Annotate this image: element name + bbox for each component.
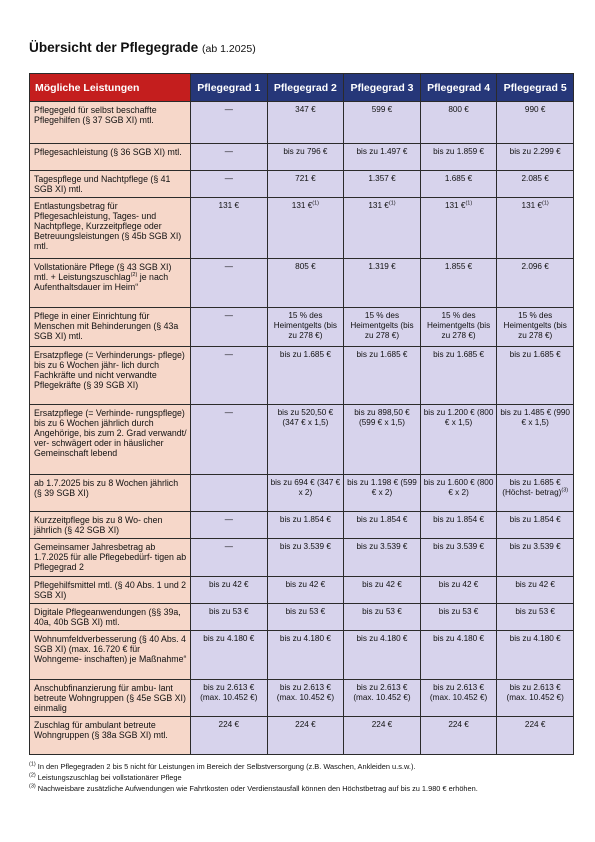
row-label-cell xyxy=(30,512,191,539)
value-cell-pflegegrad-5 xyxy=(497,198,574,259)
row-label-cell xyxy=(30,604,191,631)
value-cell-pflegegrad-3 xyxy=(344,144,421,171)
table-row xyxy=(30,577,574,604)
cell-value: 15 % des Heimentgelts (bis zu 278 €) xyxy=(426,311,491,341)
value-cell-pflegegrad-4 xyxy=(420,405,497,475)
table-row xyxy=(30,102,574,144)
cell-value: bis zu 42 € xyxy=(438,580,479,589)
cell-value: 224 € xyxy=(295,720,316,729)
value-cell-pflegegrad-1 xyxy=(191,102,268,144)
value-cell-pflegegrad-1 xyxy=(191,347,268,405)
value-cell-pflegegrad-3 xyxy=(344,198,421,259)
cell-value: 224 € xyxy=(371,720,393,729)
value-cell-pflegegrad-4 xyxy=(420,577,497,604)
table-row xyxy=(30,405,574,475)
value-cell-pflegegrad-5 xyxy=(497,144,574,171)
value-cell-pflegegrad-1 xyxy=(191,512,268,539)
cell-value: — xyxy=(224,408,233,417)
value-cell-pflegegrad-2 xyxy=(267,604,344,631)
row-label: Wohnumfeldverbesserung (§ 40 Abs. 4 SGB XI) (max. 16.720 € für Wohngeme- inschaften) je Maßnahme“ xyxy=(34,634,187,665)
row-label: ab 1.7.2025 bis zu 8 Wochen jährlich (§ 39 SGB XI) xyxy=(34,478,179,499)
row-label-cell xyxy=(30,680,191,717)
row-label-cell xyxy=(30,102,191,144)
cell-value: bis zu 42 € xyxy=(362,580,402,589)
value-cell-pflegegrad-1 xyxy=(191,405,268,475)
value-cell-pflegegrad-1 xyxy=(191,144,268,171)
table-body xyxy=(30,102,574,755)
value-cell-pflegegrad-3 xyxy=(344,604,421,631)
table-row xyxy=(30,512,574,539)
row-label-cell xyxy=(30,539,191,577)
row-label-cell xyxy=(30,171,191,198)
title-subtitle: (ab 1.2025) xyxy=(202,43,256,55)
value-cell-pflegegrad-1 xyxy=(191,631,268,680)
cell-value: 131 € xyxy=(444,201,466,210)
value-cell-pflegegrad-4 xyxy=(420,604,497,631)
value-cell-pflegegrad-1 xyxy=(191,577,268,604)
table-row xyxy=(30,347,574,405)
cell-value: bis zu 4.180 € xyxy=(509,634,561,643)
row-label: Pflegehilfsmittel mtl. (§ 40 Abs. 1 und 2 SGB XI) xyxy=(34,580,187,601)
cell-value: 224 € xyxy=(218,720,240,729)
row-label: Zuschlag für ambulant betreute Wohngruppen (§ 38a SGB XI) mtl. xyxy=(34,720,168,741)
cell-value: — xyxy=(224,174,233,183)
cell-value: bis zu 694 € (347 € x 2) xyxy=(270,478,341,498)
value-cell-pflegegrad-1 xyxy=(191,198,268,259)
cell-value: 15 % des Heimentgelts (bis zu 278 €) xyxy=(273,311,338,341)
cell-value: bis zu 796 € xyxy=(283,147,328,156)
table-row xyxy=(30,198,574,259)
row-label-cell xyxy=(30,347,191,405)
cell-value: bis zu 2.613 € (max. 10.452 €) xyxy=(353,683,411,703)
cell-value: bis zu 4.180 € xyxy=(279,634,331,643)
header-cell-pflegegrad-5: Pflegegrad 5 xyxy=(497,74,574,102)
table-header-row xyxy=(30,74,574,102)
row-label: Anschubfinanzierung für ambu- lant betreute Wohngruppen (§ 45e SGB XI) einmalig xyxy=(34,683,186,714)
cell-value: bis zu 53 € xyxy=(208,607,249,616)
table-row xyxy=(30,475,574,512)
value-cell-pflegegrad-1 xyxy=(191,259,268,308)
row-label-cell xyxy=(30,577,191,604)
header-cell-pflegegrad-3: Pflegegrad 3 xyxy=(344,74,421,102)
row-label: Pflegegeld für selbst beschaffte Pflegehilfen (§ 37 SGB XI) mtl. xyxy=(34,105,157,126)
table-row xyxy=(30,539,574,577)
table-row xyxy=(30,308,574,347)
page-title xyxy=(29,40,256,55)
footnote-marker: (3) xyxy=(29,783,36,790)
row-label: Vollstationäre Pflege (§ 43 SGB XI) mtl. + Leistungszuschlag xyxy=(34,262,172,283)
value-cell-pflegegrad-3 xyxy=(344,259,421,308)
footnote-marker: (1) xyxy=(542,200,549,207)
cell-value: — xyxy=(224,515,233,524)
row-label: Pflegesachleistung (§ 36 SGB XI) mtl. xyxy=(34,147,182,157)
cell-value: — xyxy=(224,262,233,271)
value-cell-pflegegrad-5 xyxy=(497,171,574,198)
cell-value: bis zu 520,50 € (347 € x 1,5) xyxy=(277,408,334,428)
cell-value: 2.085 € xyxy=(521,174,549,183)
cell-value: 131 € xyxy=(368,201,389,210)
footnote-marker: (1) xyxy=(29,761,36,768)
cell-value: bis zu 3.539 € xyxy=(279,542,331,551)
value-cell-pflegegrad-3 xyxy=(344,475,421,512)
cell-value: bis zu 1.685 € xyxy=(509,350,561,359)
value-cell-pflegegrad-4 xyxy=(420,259,497,308)
value-cell-pflegegrad-5 xyxy=(497,631,574,680)
row-label: Ersatzpflege (= Verhinderungs- pflege) bis zu 6 Wochen jähr- lich durch Fachkräfte und nicht verwandte Pflegekräfte (§ 39 SGB XI) xyxy=(34,350,185,391)
value-cell-pflegegrad-4 xyxy=(420,144,497,171)
value-cell-pflegegrad-4 xyxy=(420,198,497,259)
value-cell-pflegegrad-2 xyxy=(267,144,344,171)
cell-value: 1.357 € xyxy=(368,174,396,183)
cell-value: bis zu 3.539 € xyxy=(509,542,561,551)
row-label-cell xyxy=(30,631,191,680)
value-cell-pflegegrad-2 xyxy=(267,512,344,539)
value-cell-pflegegrad-4 xyxy=(420,347,497,405)
value-cell-pflegegrad-5 xyxy=(497,102,574,144)
value-cell-pflegegrad-3 xyxy=(344,512,421,539)
row-label-tail: je nach Aufenthaltsdauer im Heim“ xyxy=(34,272,169,293)
header-cell-pflegegrad-4: Pflegegrad 4 xyxy=(420,74,497,102)
cell-value: 1.685 € xyxy=(444,174,473,183)
value-cell-pflegegrad-2 xyxy=(267,347,344,405)
cell-value: bis zu 1.685 € xyxy=(356,350,408,359)
value-cell-pflegegrad-3 xyxy=(344,171,421,198)
table-row xyxy=(30,144,574,171)
cell-value: bis zu 1.854 € xyxy=(356,515,408,524)
footnotes xyxy=(29,762,574,794)
cell-value: bis zu 1.485 € (990 € x 1,5) xyxy=(500,408,570,428)
row-label: Entlastungsbetrag für Pflegesachleistung, Tages- und Nachtpflege, Kurzzeitpflege oder Betreuungsleistungen (§ 45b SGB XI) mtl. xyxy=(34,201,182,252)
value-cell-pflegegrad-4 xyxy=(420,631,497,680)
value-cell-pflegegrad-5 xyxy=(497,680,574,717)
value-cell-pflegegrad-4 xyxy=(420,171,497,198)
cell-value: 224 € xyxy=(448,720,469,729)
cell-value: — xyxy=(224,542,233,551)
header-cell-pflegegrad-2: Pflegegrad 2 xyxy=(267,74,344,102)
cell-value: bis zu 4.180 € xyxy=(203,634,255,643)
cell-value: — xyxy=(224,311,233,320)
cell-value: bis zu 2.613 € (max. 10.452 €) xyxy=(200,683,258,703)
cell-value: bis zu 1.685 € xyxy=(279,350,331,359)
cell-value: bis zu 3.539 € xyxy=(433,542,485,551)
row-label-cell xyxy=(30,198,191,259)
row-label: Kurzzeitpflege bis zu 8 Wo- chen jährlich (§ 42 SGB XI) xyxy=(34,515,163,536)
row-label-cell xyxy=(30,405,191,475)
row-label: Tagespflege und Nachtpflege (§ 41 SGB XI) mtl. xyxy=(34,174,171,195)
value-cell-pflegegrad-2 xyxy=(267,171,344,198)
cell-value: 224 € xyxy=(524,720,546,729)
value-cell-pflegegrad-1 xyxy=(191,308,268,347)
value-cell-pflegegrad-1 xyxy=(191,171,268,198)
cell-value: bis zu 1.685 € (Höchst- betrag) xyxy=(502,478,562,498)
value-cell-pflegegrad-2 xyxy=(267,259,344,308)
value-cell-pflegegrad-5 xyxy=(497,405,574,475)
cell-value: bis zu 898,50 € (599 € x 1,5) xyxy=(354,408,410,428)
value-cell-pflegegrad-2 xyxy=(267,405,344,475)
value-cell-pflegegrad-3 xyxy=(344,347,421,405)
cell-value: bis zu 1.859 € xyxy=(433,147,485,156)
cell-value: 800 € xyxy=(448,105,469,114)
value-cell-pflegegrad-2 xyxy=(267,577,344,604)
cell-value: bis zu 4.180 € xyxy=(433,634,485,643)
row-label-cell xyxy=(30,717,191,755)
value-cell-pflegegrad-2 xyxy=(267,680,344,717)
table-row xyxy=(30,680,574,717)
footnote-marker: (1) xyxy=(388,200,396,207)
cell-value: 2.096 € xyxy=(521,262,549,271)
table-row xyxy=(30,604,574,631)
footnote-text: Nachweisbare zusätzliche Aufwendungen wie Fahrtkosten oder Verdienstausfall können den Höchstbetrag auf bis zu 1.980 € erhöhen. xyxy=(35,783,478,793)
value-cell-pflegegrad-1 xyxy=(191,604,268,631)
value-cell-pflegegrad-5 xyxy=(497,539,574,577)
cell-value: — xyxy=(224,147,233,156)
cell-value: bis zu 1.497 € xyxy=(356,147,408,156)
table-row xyxy=(30,259,574,308)
cell-value: 131 € xyxy=(218,201,240,210)
header-cell-leistungen: Mögliche Leistungen xyxy=(30,74,191,102)
cell-value: bis zu 42 € xyxy=(515,580,555,589)
table-row xyxy=(30,717,574,755)
value-cell-pflegegrad-4 xyxy=(420,512,497,539)
cell-value: 805 € xyxy=(295,262,316,271)
cell-value: bis zu 53 € xyxy=(515,607,555,616)
value-cell-pflegegrad-3 xyxy=(344,717,421,755)
cell-value: bis zu 1.198 € (599 € x 2) xyxy=(347,478,417,498)
row-label-cell xyxy=(30,259,191,308)
value-cell-pflegegrad-5 xyxy=(497,717,574,755)
cell-value: 599 € xyxy=(371,105,393,114)
cell-value: bis zu 1.685 € xyxy=(433,350,485,359)
cell-value: bis zu 2.613 € (max. 10.452 €) xyxy=(506,683,564,703)
cell-value: bis zu 1.854 € xyxy=(509,515,561,524)
footnote-marker: (1) xyxy=(312,200,319,207)
row-label-cell xyxy=(30,475,191,512)
value-cell-pflegegrad-5 xyxy=(497,259,574,308)
cell-value: 15 % des Heimentgelts (bis zu 278 €) xyxy=(350,311,414,341)
value-cell-pflegegrad-1 xyxy=(191,539,268,577)
value-cell-pflegegrad-1 xyxy=(191,717,268,755)
footnote-line xyxy=(29,762,574,773)
cell-value: bis zu 3.539 € xyxy=(356,542,408,551)
cell-value: 1.855 € xyxy=(444,262,473,271)
value-cell-pflegegrad-3 xyxy=(344,102,421,144)
value-cell-pflegegrad-2 xyxy=(267,308,344,347)
footnote-text: In den Pflegegraden 2 bis 5 nicht für Leistungen im Bereich der Selbstversorgung (z.B. Waschen, Ankleiden u.s.w.). xyxy=(35,762,416,771)
benefits-table xyxy=(29,73,574,755)
value-cell-pflegegrad-5 xyxy=(497,308,574,347)
value-cell-pflegegrad-4 xyxy=(420,680,497,717)
value-cell-pflegegrad-3 xyxy=(344,539,421,577)
cell-value: bis zu 53 € xyxy=(285,607,326,616)
value-cell-pflegegrad-3 xyxy=(344,405,421,475)
footnote-text: Leistungszuschlag bei vollstationärer Pflege xyxy=(35,772,182,782)
cell-value: 131 € xyxy=(291,201,313,210)
cell-value: bis zu 2.613 € (max. 10.452 €) xyxy=(429,683,488,703)
value-cell-pflegegrad-3 xyxy=(344,631,421,680)
value-cell-pflegegrad-2 xyxy=(267,102,344,144)
header-cell-pflegegrad-1: Pflegegrad 1 xyxy=(191,74,268,102)
cell-value: bis zu 42 € xyxy=(208,580,249,589)
value-cell-pflegegrad-4 xyxy=(420,539,497,577)
cell-value: 15 % des Heimentgelts (bis zu 278 €) xyxy=(503,311,567,341)
cell-value: bis zu 2.299 € xyxy=(509,147,561,156)
row-label: Digitale Pflegeanwendungen (§§ 39a, 40a, 40b SGB XI) mtl. xyxy=(34,607,181,628)
cell-value: 347 € xyxy=(295,105,316,114)
value-cell-pflegegrad-2 xyxy=(267,717,344,755)
value-cell-pflegegrad-4 xyxy=(420,102,497,144)
cell-value: bis zu 42 € xyxy=(285,580,326,589)
cell-value: bis zu 4.180 € xyxy=(356,634,408,643)
value-cell-pflegegrad-3 xyxy=(344,577,421,604)
cell-value: bis zu 2.613 € (max. 10.452 €) xyxy=(276,683,335,703)
value-cell-pflegegrad-2 xyxy=(267,631,344,680)
value-cell-pflegegrad-2 xyxy=(267,475,344,512)
footnote-line xyxy=(29,773,574,784)
value-cell-pflegegrad-1 xyxy=(191,475,268,512)
cell-value: bis zu 53 € xyxy=(438,607,479,616)
row-label: Ersatzpflege (= Verhinde- rungspflege) bis zu 6 Wochen jährlich durch Angehörige, bis zum 2. Grad verwandt/ ver- schwägert oder in häuslicher Gemeinschaft lebend xyxy=(34,408,187,459)
value-cell-pflegegrad-2 xyxy=(267,198,344,259)
cell-value: 721 € xyxy=(295,174,316,183)
value-cell-pflegegrad-5 xyxy=(497,512,574,539)
footnote-marker: (1) xyxy=(465,200,473,207)
value-cell-pflegegrad-5 xyxy=(497,577,574,604)
cell-value: bis zu 1.854 € xyxy=(433,515,485,524)
footnote-marker: (2) xyxy=(130,272,138,279)
value-cell-pflegegrad-2 xyxy=(267,539,344,577)
value-cell-pflegegrad-5 xyxy=(497,347,574,405)
value-cell-pflegegrad-3 xyxy=(344,680,421,717)
cell-value: 1.319 € xyxy=(368,262,396,271)
cell-value: — xyxy=(224,105,233,114)
cell-value: bis zu 1.854 € xyxy=(279,515,331,524)
cell-value: 131 € xyxy=(521,201,543,210)
cell-value: bis zu 53 € xyxy=(362,607,402,616)
value-cell-pflegegrad-3 xyxy=(344,308,421,347)
row-label-cell xyxy=(30,308,191,347)
cell-value: bis zu 1.200 € (800 € x 1,5) xyxy=(423,408,494,428)
table-row xyxy=(30,631,574,680)
footnote-marker: (2) xyxy=(29,772,36,779)
value-cell-pflegegrad-4 xyxy=(420,308,497,347)
cell-value: — xyxy=(224,350,233,359)
cell-value: bis zu 1.600 € (800 € x 2) xyxy=(423,478,494,498)
value-cell-pflegegrad-1 xyxy=(191,680,268,717)
footnote-marker: (3) xyxy=(561,487,569,494)
value-cell-pflegegrad-5 xyxy=(497,604,574,631)
title-text: Übersicht der Pflegegrade xyxy=(29,40,199,55)
row-label: Pflege in einer Einrichtung für Menschen mit Behinderungen (§ 43a SGB XI) mtl. xyxy=(34,311,179,342)
table-row xyxy=(30,171,574,198)
value-cell-pflegegrad-4 xyxy=(420,717,497,755)
row-label: Gemeinsamer Jahresbetrag ab 1.7.2025 für alle Pflegebedürf- tigen ab Pflegegrad 2 xyxy=(34,542,187,573)
value-cell-pflegegrad-4 xyxy=(420,475,497,512)
footnote-line xyxy=(29,784,574,795)
cell-value: 990 € xyxy=(524,105,546,114)
value-cell-pflegegrad-5 xyxy=(497,475,574,512)
row-label-cell xyxy=(30,144,191,171)
